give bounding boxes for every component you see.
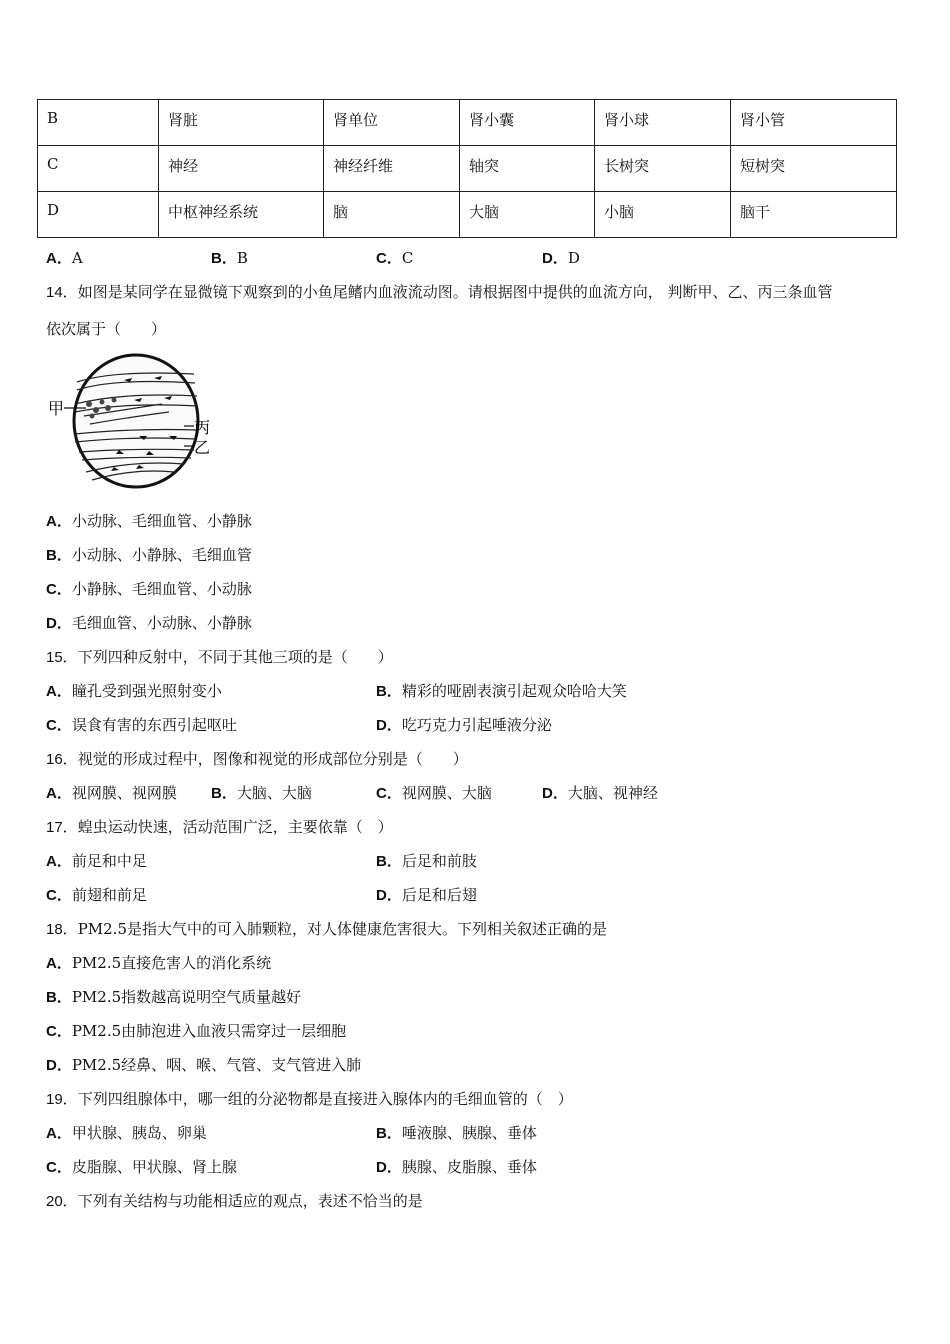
q17-stem: 17．蝗虫运动快速，活动范围广泛，主要依靠（ ） bbox=[46, 818, 393, 836]
q19-stem: 19．下列四组腺体中，哪一组的分泌物都是直接进入腺体内的毛细血管的（ ） bbox=[46, 1090, 573, 1108]
table-cell: 肾小囊 bbox=[460, 100, 595, 146]
q14-stem: 14．如图是某同学在显微镜下观察到的小鱼尾鳍内血液流动图。请根据图中提供的血流方向， 判断甲、乙、丙三条血管 bbox=[46, 283, 833, 301]
q15-stem: 15．下列四种反射中，不同于其他三项的是（ ） bbox=[46, 648, 393, 666]
q16-option-c: C．视网膜、大脑 bbox=[376, 784, 492, 802]
q15-option-c: C．误食有害的东西引起呕吐 bbox=[46, 716, 237, 734]
table-cell: 脑 bbox=[324, 192, 460, 238]
table-cell: 大脑 bbox=[460, 192, 595, 238]
q18-option-a: A．PM2.5直接危害人的消化系统 bbox=[46, 954, 272, 972]
q14-option-d: D．毛细血管、小动脉、小静脉 bbox=[46, 614, 252, 632]
q14-option-b: B．小动脉、小静脉、毛细血管 bbox=[46, 546, 252, 564]
q17-option-a: A．前足和中足 bbox=[46, 852, 147, 870]
q13-option-a: A．A bbox=[46, 249, 83, 267]
q19-option-a: A．甲状腺、胰岛、卵巢 bbox=[46, 1124, 207, 1142]
q16-stem: 16．视觉的形成过程中，图像和视觉的形成部位分别是（ ） bbox=[46, 750, 468, 768]
q15-option-b: B．精彩的哑剧表演引起观众哈哈大笑 bbox=[376, 682, 627, 700]
table-cell: 短树突 bbox=[731, 146, 897, 192]
table-cell: 长树突 bbox=[595, 146, 731, 192]
q16-option-a: A．视网膜、视网膜 bbox=[46, 784, 177, 802]
q19-option-c: C．皮脂腺、甲状腺、肾上腺 bbox=[46, 1158, 237, 1176]
table-cell: 中枢神经系统 bbox=[159, 192, 324, 238]
q19-option-d: D．胰腺、皮脂腺、垂体 bbox=[376, 1158, 537, 1176]
q20-stem: 20．下列有关结构与功能相适应的观点，表述不恰当的是 bbox=[46, 1192, 423, 1210]
q13-option-d: D．D bbox=[542, 249, 580, 267]
q18-option-c: C．PM2.5由肺泡进入血液只需穿过一层细胞 bbox=[46, 1022, 347, 1040]
q16-option-b: B．大脑、大脑 bbox=[211, 784, 312, 802]
q15-option-d: D．吃巧克力引起唾液分泌 bbox=[376, 716, 552, 734]
q18-stem: 18．PM2.5是指大气中的可入肺颗粒，对人体健康危害很大。下列相关叙述正确的是 bbox=[46, 920, 607, 938]
table-cell: B bbox=[38, 100, 159, 146]
table-cell: 神经纤维 bbox=[324, 146, 460, 192]
table-row bbox=[38, 192, 897, 238]
table-row bbox=[38, 146, 897, 192]
q13-option-c: C．C bbox=[376, 249, 414, 267]
table-cell: C bbox=[38, 146, 159, 192]
figure-label-bing: 丙 bbox=[194, 418, 211, 437]
q18-option-b: B．PM2.5指数越高说明空气质量越好 bbox=[46, 988, 302, 1006]
q16-option-d: D．大脑、视神经 bbox=[542, 784, 658, 802]
q14-option-c: C．小静脉、毛细血管、小动脉 bbox=[46, 580, 252, 598]
q15-option-a: A．瞳孔受到强光照射变小 bbox=[46, 682, 222, 700]
table-cell: 肾单位 bbox=[324, 100, 460, 146]
table-cell: 轴突 bbox=[460, 146, 595, 192]
table-cell: 小脑 bbox=[595, 192, 731, 238]
q18-option-d: D．PM2.5经鼻、咽、喉、气管、支气管进入肺 bbox=[46, 1056, 362, 1074]
q17-option-c: C．前翅和前足 bbox=[46, 886, 147, 904]
q13-option-b: B．B bbox=[211, 249, 248, 267]
q14-stem-cont: 依次属于（ ） bbox=[46, 320, 167, 338]
options-table bbox=[37, 99, 897, 238]
table-cell: D bbox=[38, 192, 159, 238]
table-row bbox=[38, 100, 897, 146]
table-cell: 脑干 bbox=[731, 192, 897, 238]
q17-option-d: D．后足和后翅 bbox=[376, 886, 477, 904]
table-cell: 肾小管 bbox=[731, 100, 897, 146]
q19-option-b: B．唾液腺、胰腺、垂体 bbox=[376, 1124, 537, 1142]
figure-label-jia: 甲 bbox=[48, 399, 65, 418]
table-cell: 肾小球 bbox=[595, 100, 731, 146]
q17-option-b: B．后足和前肢 bbox=[376, 852, 477, 870]
q14-option-a: A．小动脉、毛细血管、小静脉 bbox=[46, 512, 252, 530]
table-cell: 肾脏 bbox=[159, 100, 324, 146]
fish-fin-blood-flow-figure bbox=[44, 352, 214, 490]
figure-label-yi: 乙 bbox=[194, 438, 211, 457]
table-cell: 神经 bbox=[159, 146, 324, 192]
